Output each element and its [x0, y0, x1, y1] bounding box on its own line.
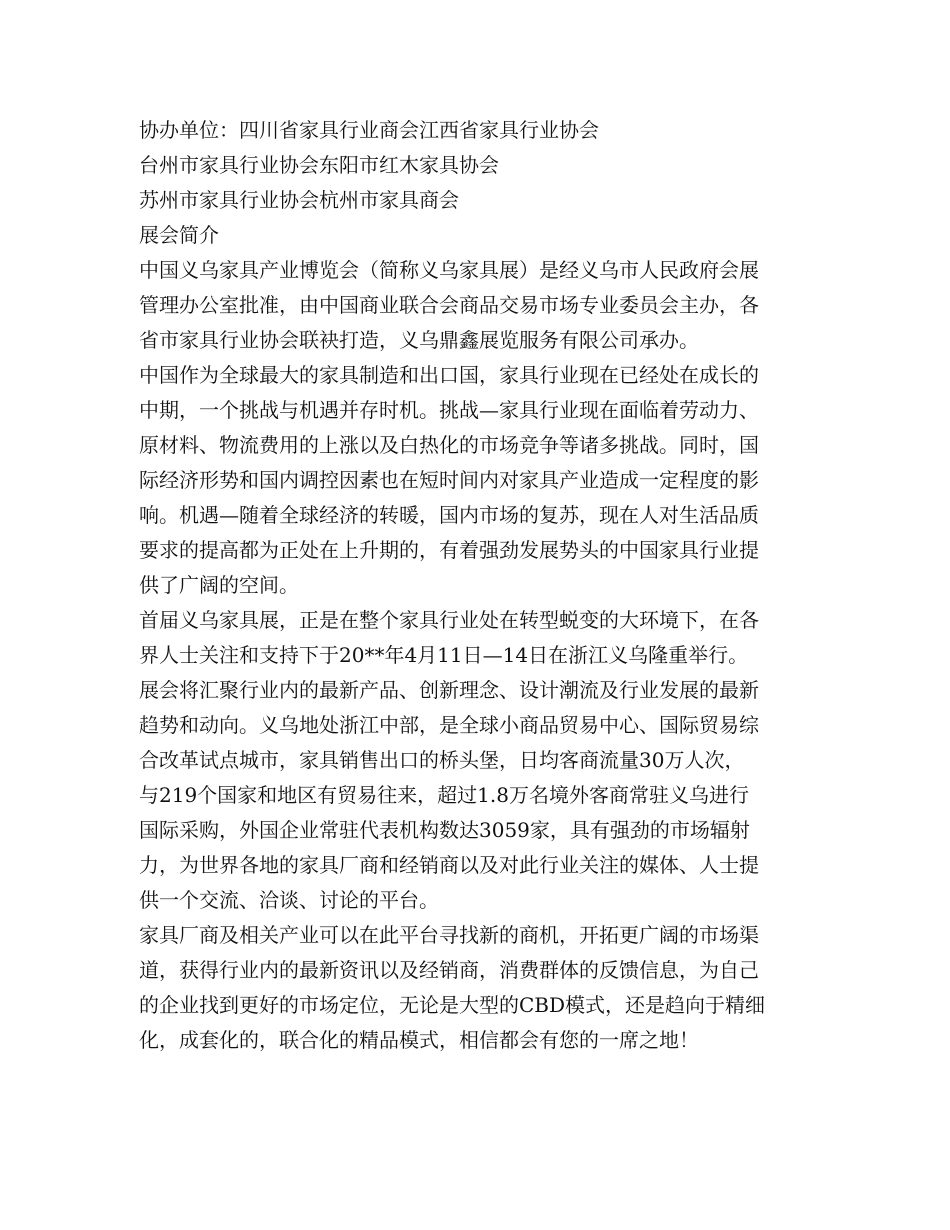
text-line: 原材料、物流费用的上涨以及白热化的市场竞争等诸多挑战。同时，国 — [139, 433, 759, 457]
text-line: 与219个国家和地区有贸易往来，超过1.8万名境外客商常驻义乌进行 — [139, 783, 749, 807]
organizers-line: 苏州市家具行业协会杭州市家具商会 — [139, 188, 459, 212]
section-heading: 展会简介 — [139, 223, 219, 247]
text-line: 中国义乌家具产业博览会（简称义乌家具展）是经义乌市人民政府会展 — [139, 258, 759, 282]
text-line: 趋势和动向。义乌地处浙江中部，是全球小商品贸易中心、国际贸易综 — [139, 713, 759, 737]
text-line: 际经济形势和国内调控因素也在短时间内对家具产业造成一定程度的影 — [139, 468, 759, 492]
text-line: 供了广阔的空间。 — [139, 573, 299, 597]
text-line: 中国作为全球最大的家具制造和出口国，家具行业现在已经处在成长的 — [139, 363, 759, 387]
text-line: 力，为世界各地的家具厂商和经销商以及对此行业关注的媒体、人士提 — [139, 853, 759, 877]
text-line: 响。机遇—随着全球经济的转暖，国内市场的复苏，现在人对生活品质 — [139, 503, 759, 527]
organizers-line: 台州市家具行业协会东阳市红木家具协会 — [139, 153, 499, 177]
paragraph-background — [139, 358, 815, 603]
text-line: 家具厂商及相关产业可以在此平台寻找新的商机，开拓更广阔的市场渠 — [139, 923, 759, 947]
text-line: 道，获得行业内的最新资讯以及经销商，消费群体的反馈信息，为自己 — [139, 958, 759, 982]
text-line: 展会将汇聚行业内的最新产品、创新理念、设计潮流及行业发展的最新 — [139, 678, 759, 702]
organizers-line: 协办单位：四川省家具行业商会江西省家具行业协会 — [139, 118, 599, 142]
text-line: 界人士关注和支持下于20**年4月11日—14日在浙江义乌隆重举行。 — [139, 643, 749, 667]
text-line: 供一个交流、洽谈、讨论的平台。 — [139, 888, 439, 912]
text-line: 省市家具行业协会联袂打造，义乌鼎鑫展览服务有限公司承办。 — [139, 328, 699, 352]
document-body — [139, 113, 815, 1058]
text-line: 的企业找到更好的市场定位，无论是大型的CBD模式，还是趋向于精细 — [139, 993, 766, 1017]
text-line: 首届义乌家具展，正是在整个家具行业处在转型蜕变的大环境下，在各 — [139, 608, 759, 632]
paragraph-intro — [139, 253, 815, 358]
text-line: 合改革试点城市，家具销售出口的桥头堡，日均客商流量30万人次， — [139, 748, 745, 772]
paragraph-exhibition — [139, 603, 815, 918]
text-line: 要求的提高都为正处在上升期的，有着强劲发展势头的中国家具行业提 — [139, 538, 759, 562]
text-line: 化，成套化的，联合化的精品模式，相信都会有您的一席之地！ — [139, 1028, 699, 1052]
text-line: 中期，一个挑战与机遇并存时机。挑战—家具行业现在面临着劳动力、 — [139, 398, 759, 422]
text-line: 管理办公室批准，由中国商业联合会商品交易市场专业委员会主办，各 — [139, 293, 759, 317]
paragraph-opportunity — [139, 918, 815, 1058]
text-line: 国际采购，外国企业常驻代表机构数达3059家，具有强劲的市场辐射 — [139, 818, 750, 842]
